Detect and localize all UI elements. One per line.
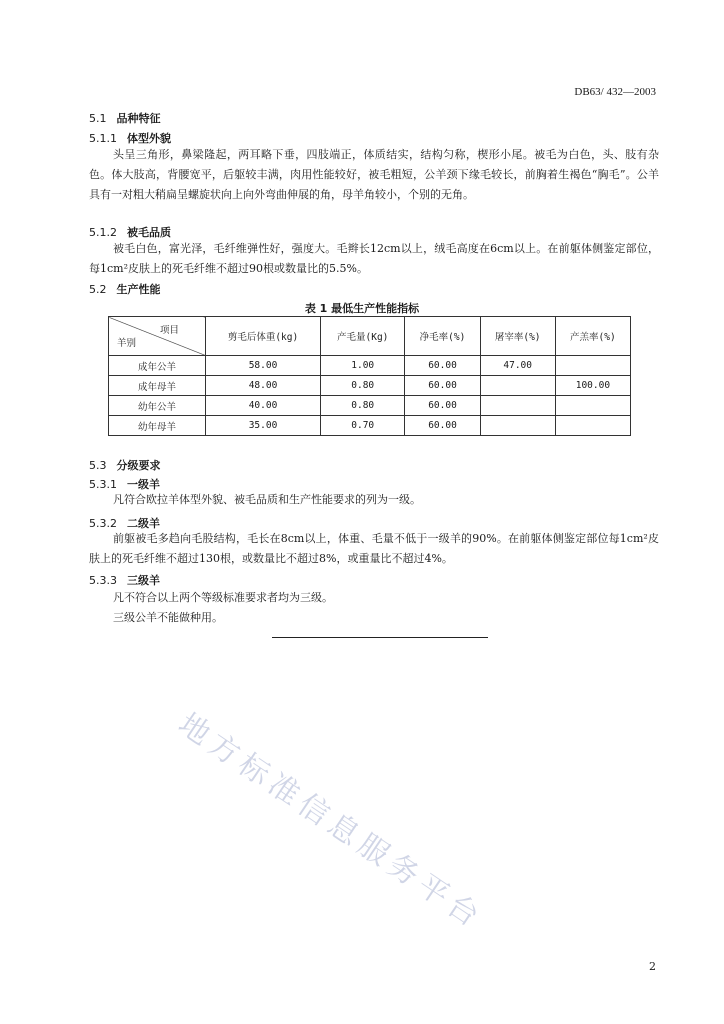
section-5-1-1-text: 头呈三角形，鼻梁隆起，两耳略下垂，四肢端正，体质结实，结构匀称，楔形小尾。被毛为白色，头、肢有杂色。体大肢高，背腰宽平，后躯较丰满，肉用性能较好，被毛粗短，公羊颈下缘毛较长，前胸着生褐色“胸毛”。公羊具有一对粗大稍扁呈螺旋状向上向外弯曲伸展的角，母羊角较小，个别的无角。: [89, 148, 659, 201]
row-label: 成年公羊: [109, 356, 206, 376]
table-cell: 0.80: [321, 376, 405, 396]
section-number: 5.1.1: [89, 132, 117, 145]
table-row: [109, 376, 631, 396]
section-5-1-2-heading: [89, 224, 171, 240]
performance-table: [108, 316, 631, 436]
end-separator-line: [272, 637, 488, 638]
table-cell: [480, 376, 555, 396]
table-cell: 47.00: [480, 356, 555, 376]
table-cell: 60.00: [405, 356, 480, 376]
column-header: 产羔率(%): [555, 317, 630, 356]
column-header: 产毛量(Kg): [321, 317, 405, 356]
table-cell: 60.00: [405, 396, 480, 416]
row-label: 幼年公羊: [109, 396, 206, 416]
section-number: 5.1: [89, 112, 107, 125]
page-number: 2: [649, 960, 656, 973]
column-header: 剪毛后体重(kg): [206, 317, 321, 356]
column-header: 净毛率(%): [405, 317, 480, 356]
table-caption: 表 1 最低生产性能指标: [304, 302, 420, 315]
section-5-1-1-heading: [89, 130, 171, 146]
table-cell: [480, 396, 555, 416]
table-cell: [480, 416, 555, 436]
table-cell: [555, 356, 630, 376]
section-5-3-3-text-1: 凡不符合以上两个等级标准要求者均为三级。: [113, 591, 333, 604]
table-cell: 1.00: [321, 356, 405, 376]
table-header-row: [109, 317, 631, 356]
section-title: 体型外貌: [127, 132, 171, 145]
row-label: 成年母羊: [109, 376, 206, 396]
section-5-1-heading: [89, 110, 161, 126]
section-number: 5.3.1: [89, 478, 117, 491]
section-number: 5.3.3: [89, 574, 117, 587]
table-cell: 60.00: [405, 416, 480, 436]
document-number: DB63/ 432—2003: [574, 86, 656, 98]
table-cell: 0.80: [321, 396, 405, 416]
section-5-3-3-text-2: 三级公羊不能做种用。: [113, 611, 223, 624]
section-5-1-2-text: 被毛白色，富光泽，毛纤维弹性好，强度大。毛辫长12cm以上，绒毛高度在6cm以上。在前躯体侧鉴定部位，每1cm²皮肤上的死毛纤维不超过90根或数量比的5.5%。: [89, 242, 659, 275]
table-cell: 40.00: [206, 396, 321, 416]
section-number: 5.3.2: [89, 517, 117, 530]
section-title: 生产性能: [116, 283, 161, 296]
table-row: [109, 416, 631, 436]
section-title: 品种特征: [116, 112, 161, 125]
table-cell: 60.00: [405, 376, 480, 396]
section-5-3-3-heading: [89, 572, 160, 588]
watermark: 地方标准信息服务平台: [171, 706, 490, 937]
table-cell: 100.00: [555, 376, 630, 396]
table-row: [109, 356, 631, 376]
section-5-3-1-text: 凡符合欧拉羊体型外貌、被毛品质和生产性能要求的列为一级。: [113, 493, 421, 506]
table-cell: 35.00: [206, 416, 321, 436]
section-title: 二级羊: [127, 517, 160, 530]
table-cell: 48.00: [206, 376, 321, 396]
section-5-3-2-text: 前躯被毛多趋向毛股结构，毛长在8cm以上，体重、毛量不低于一级羊的90%。在前躯体侧鉴定部位每1cm²皮肤上的死毛纤维不超过130根，或数量比不超过8%，或重量比不超过4%。: [89, 532, 659, 565]
table-corner-cell: [109, 317, 206, 356]
section-5-2-heading: [89, 281, 161, 297]
column-header: 屠宰率(%): [480, 317, 555, 356]
table-cell: 58.00: [206, 356, 321, 376]
section-title: 一级羊: [127, 478, 160, 491]
section-number: 5.3: [89, 459, 107, 472]
table-cell: [555, 416, 630, 436]
row-label: 幼年母羊: [109, 416, 206, 436]
table-cell: 0.70: [321, 416, 405, 436]
table-row: [109, 396, 631, 416]
corner-item-label: 项目: [159, 325, 179, 336]
section-title: 分级要求: [116, 459, 161, 472]
section-5-3-heading: [89, 457, 161, 473]
section-number: 5.1.2: [89, 226, 117, 239]
section-number: 5.2: [89, 283, 107, 296]
section-title: 被毛品质: [127, 226, 171, 239]
section-title: 三级羊: [127, 574, 160, 587]
table-cell: [555, 396, 630, 416]
corner-sheep-label: 羊别: [117, 338, 137, 349]
